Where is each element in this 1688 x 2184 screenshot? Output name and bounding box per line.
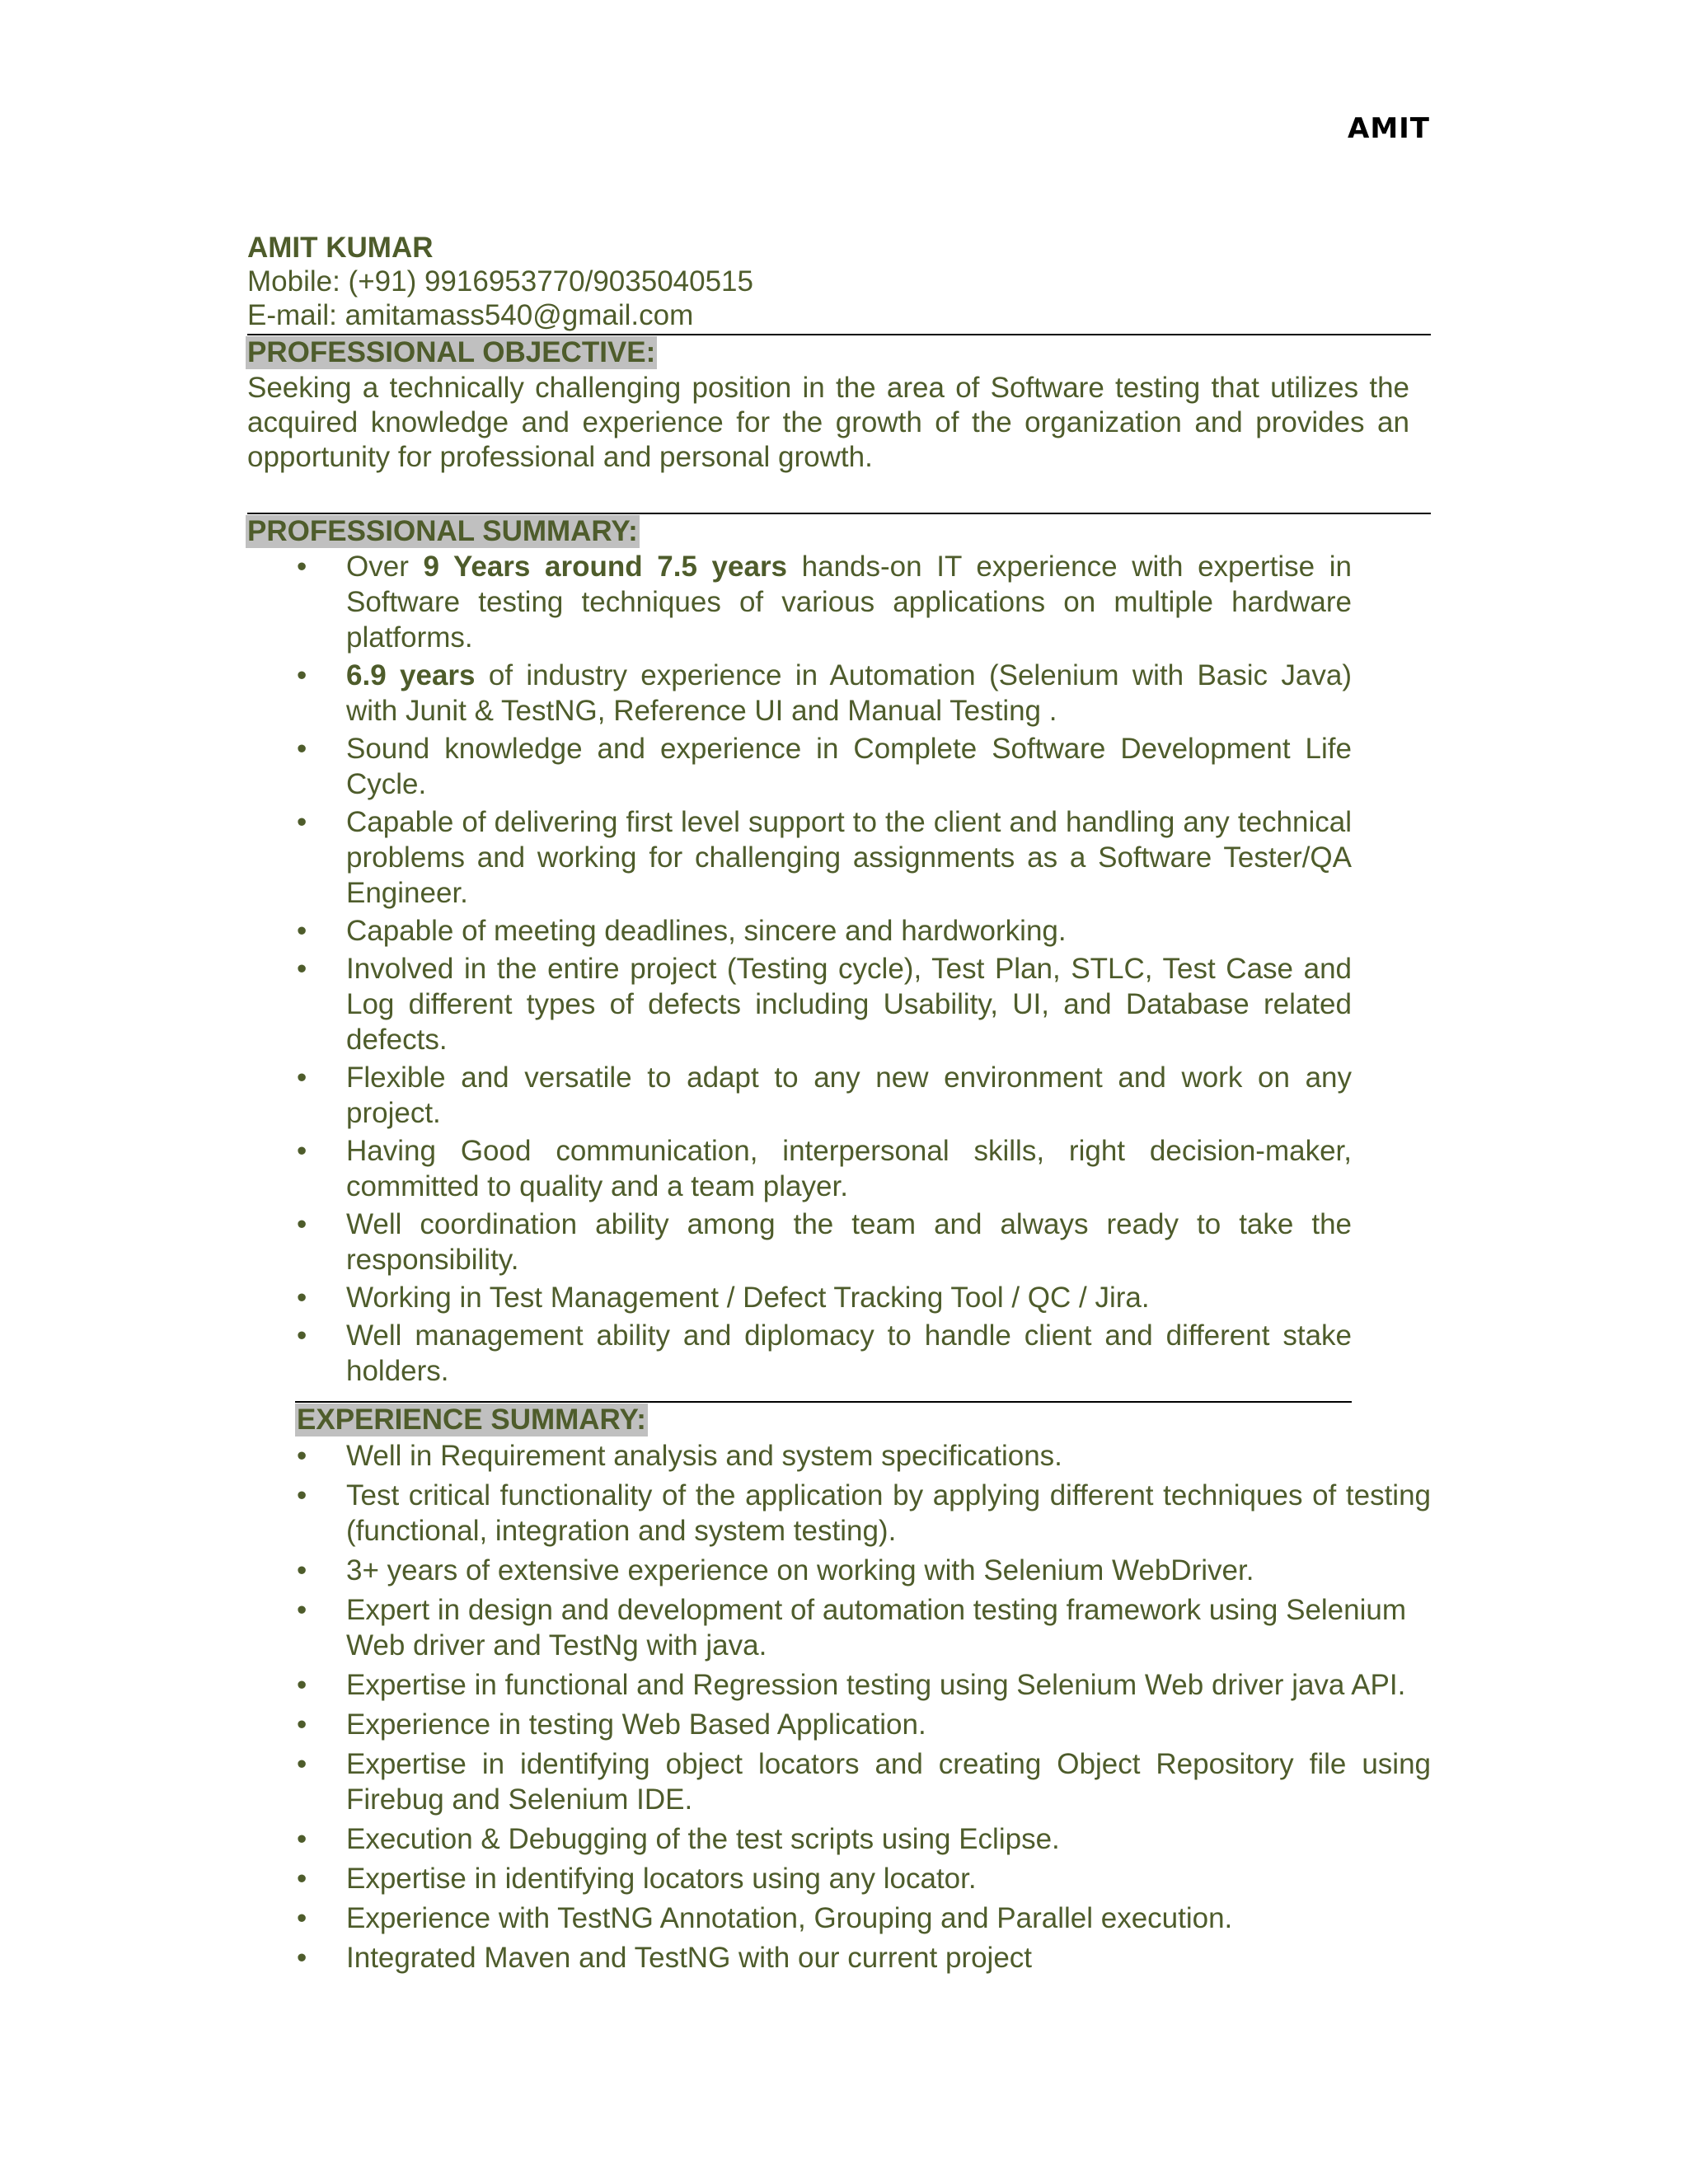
experience-item <box>247 1861 1431 1896</box>
bullet-icon: • <box>297 806 307 838</box>
experience-item <box>247 1592 1431 1663</box>
summary-item-text: Having Good communication, interpersonal skills, right decision-maker, committed to quality and a team player. <box>346 1135 1352 1202</box>
summary-item <box>247 913 1352 949</box>
experience-item <box>247 1900 1431 1936</box>
section-divider <box>247 513 1431 514</box>
section-divider <box>247 334 1431 335</box>
experience-item <box>247 1667 1431 1703</box>
summary-item-text: Capable of delivering first level support to the client and handling any technical problems and working for challenging assignments as a Software Tester/QA Engineer. <box>346 806 1352 909</box>
experience-item-text: Expertise in functional and Regression testing using Selenium Web driver java API. <box>346 1669 1406 1701</box>
bullet-icon: • <box>297 1708 307 1741</box>
bullet-icon: • <box>297 1669 307 1701</box>
bullet-icon: • <box>297 1594 307 1626</box>
summary-item-text: Over <box>346 551 424 583</box>
bullet-icon: • <box>297 1062 307 1094</box>
summary-item-emphasis: 6.9 years <box>346 659 476 691</box>
experience-item-text: Integrated Maven and TestNG with our current project <box>346 1942 1033 1974</box>
bullet-icon: • <box>297 915 307 947</box>
bullet-icon: • <box>297 1942 307 1974</box>
experience-item <box>247 1940 1431 1975</box>
experience-item-text: 3+ years of extensive experience on working with Selenium WebDriver. <box>346 1554 1254 1586</box>
summary-item <box>247 1318 1352 1389</box>
experience-item <box>247 1438 1431 1474</box>
candidate-name: AMIT KUMAR <box>247 232 434 264</box>
bullet-icon: • <box>297 1479 307 1511</box>
summary-item-emphasis: 9 Years around 7.5 years <box>423 551 788 583</box>
summary-item-text: hands-on IT experience with expertise in Software testing techniques of various applications on multiple hardware platforms. <box>346 551 1352 654</box>
summary-heading: PROFESSIONAL SUMMARY: <box>247 515 638 547</box>
experience-item <box>247 1746 1431 1817</box>
professional-summary-list <box>247 549 1352 1391</box>
experience-item-text: Expertise in identifying object locators and creating Object Repository file using Firebug and Selenium IDE. <box>346 1748 1431 1816</box>
bullet-icon: • <box>297 953 307 985</box>
summary-item-text: Capable of meeting deadlines, sincere and hardworking. <box>346 915 1067 947</box>
bullet-icon: • <box>297 1319 307 1352</box>
summary-item-text: Sound knowledge and experience in Complete Software Development Life Cycle. <box>346 733 1352 800</box>
experience-item-text: Experience with TestNG Annotation, Grouping and Parallel execution. <box>346 1902 1233 1934</box>
experience-item <box>247 1553 1431 1588</box>
bullet-icon: • <box>297 1863 307 1895</box>
experience-item-text: Well in Requirement analysis and system specifications. <box>346 1440 1062 1472</box>
bullet-icon: • <box>297 1440 307 1472</box>
experience-item-text: Expert in design and development of automation testing framework using Selenium Web driver and TestNg with java. <box>346 1594 1407 1661</box>
bullet-icon: • <box>297 1823 307 1855</box>
objective-text: Seeking a technically challenging position in the area of Software testing that utilizes the acquired knowledge and experience for the growth of the organization and provides an opportunity for professional and personal growth. <box>247 372 1409 473</box>
bullet-icon: • <box>297 1208 307 1240</box>
summary-item <box>247 1133 1352 1204</box>
summary-item-text: Working in Test Management / Defect Tracking Tool / QC / Jira. <box>346 1282 1150 1314</box>
summary-item <box>247 1060 1352 1131</box>
summary-item <box>247 731 1352 802</box>
summary-item-text: Involved in the entire project (Testing cycle), Test Plan, STLC, Test Case and Log different types of defects including Usability, UI, and Database related defects. <box>346 953 1352 1056</box>
summary-item-text: Flexible and versatile to adapt to any new environment and work on any project. <box>346 1062 1352 1129</box>
experience-item-text: Expertise in identifying locators using any locator. <box>346 1863 977 1895</box>
bullet-icon: • <box>297 1748 307 1780</box>
summary-item <box>247 658 1352 729</box>
bullet-icon: • <box>297 1135 307 1167</box>
experience-item-text: Experience in testing Web Based Application. <box>346 1708 926 1741</box>
experience-summary-list <box>247 1438 1431 1980</box>
experience-item-text: Execution & Debugging of the test scripts using Eclipse. <box>346 1823 1060 1855</box>
experience-item <box>247 1707 1431 1742</box>
summary-item <box>247 804 1352 911</box>
experience-heading: EXPERIENCE SUMMARY: <box>297 1404 646 1436</box>
bullet-icon: • <box>297 551 307 583</box>
objective-heading: PROFESSIONAL OBJECTIVE: <box>247 336 656 368</box>
summary-item-text: of industry experience in Automation (Selenium with Basic Java) with Junit & TestNG, Reference UI and Manual Testing . <box>346 659 1352 727</box>
summary-item <box>247 1207 1352 1277</box>
section-divider <box>295 1401 1352 1403</box>
contact-email: E-mail: amitamass540@gmail.com <box>247 299 694 331</box>
experience-item <box>247 1478 1431 1549</box>
bullet-icon: • <box>297 1282 307 1314</box>
summary-item <box>247 1280 1352 1315</box>
running-header-name: AMIT <box>1348 112 1430 145</box>
bullet-icon: • <box>297 659 307 691</box>
bullet-icon: • <box>297 1902 307 1934</box>
bullet-icon: • <box>297 733 307 765</box>
contact-mobile: Mobile: (+91) 9916953770/9035040515 <box>247 265 753 298</box>
summary-item-text: Well coordination ability among the team and always ready to take the responsibility. <box>346 1208 1352 1276</box>
summary-item <box>247 951 1352 1057</box>
experience-item <box>247 1821 1431 1857</box>
bullet-icon: • <box>297 1554 307 1586</box>
summary-item-text: Well management ability and diplomacy to handle client and different stake holders. <box>346 1319 1352 1387</box>
summary-item <box>247 549 1352 655</box>
experience-item-text: Test critical functionality of the application by applying different techniques of testing (functional, integration and system testing). <box>346 1479 1431 1547</box>
